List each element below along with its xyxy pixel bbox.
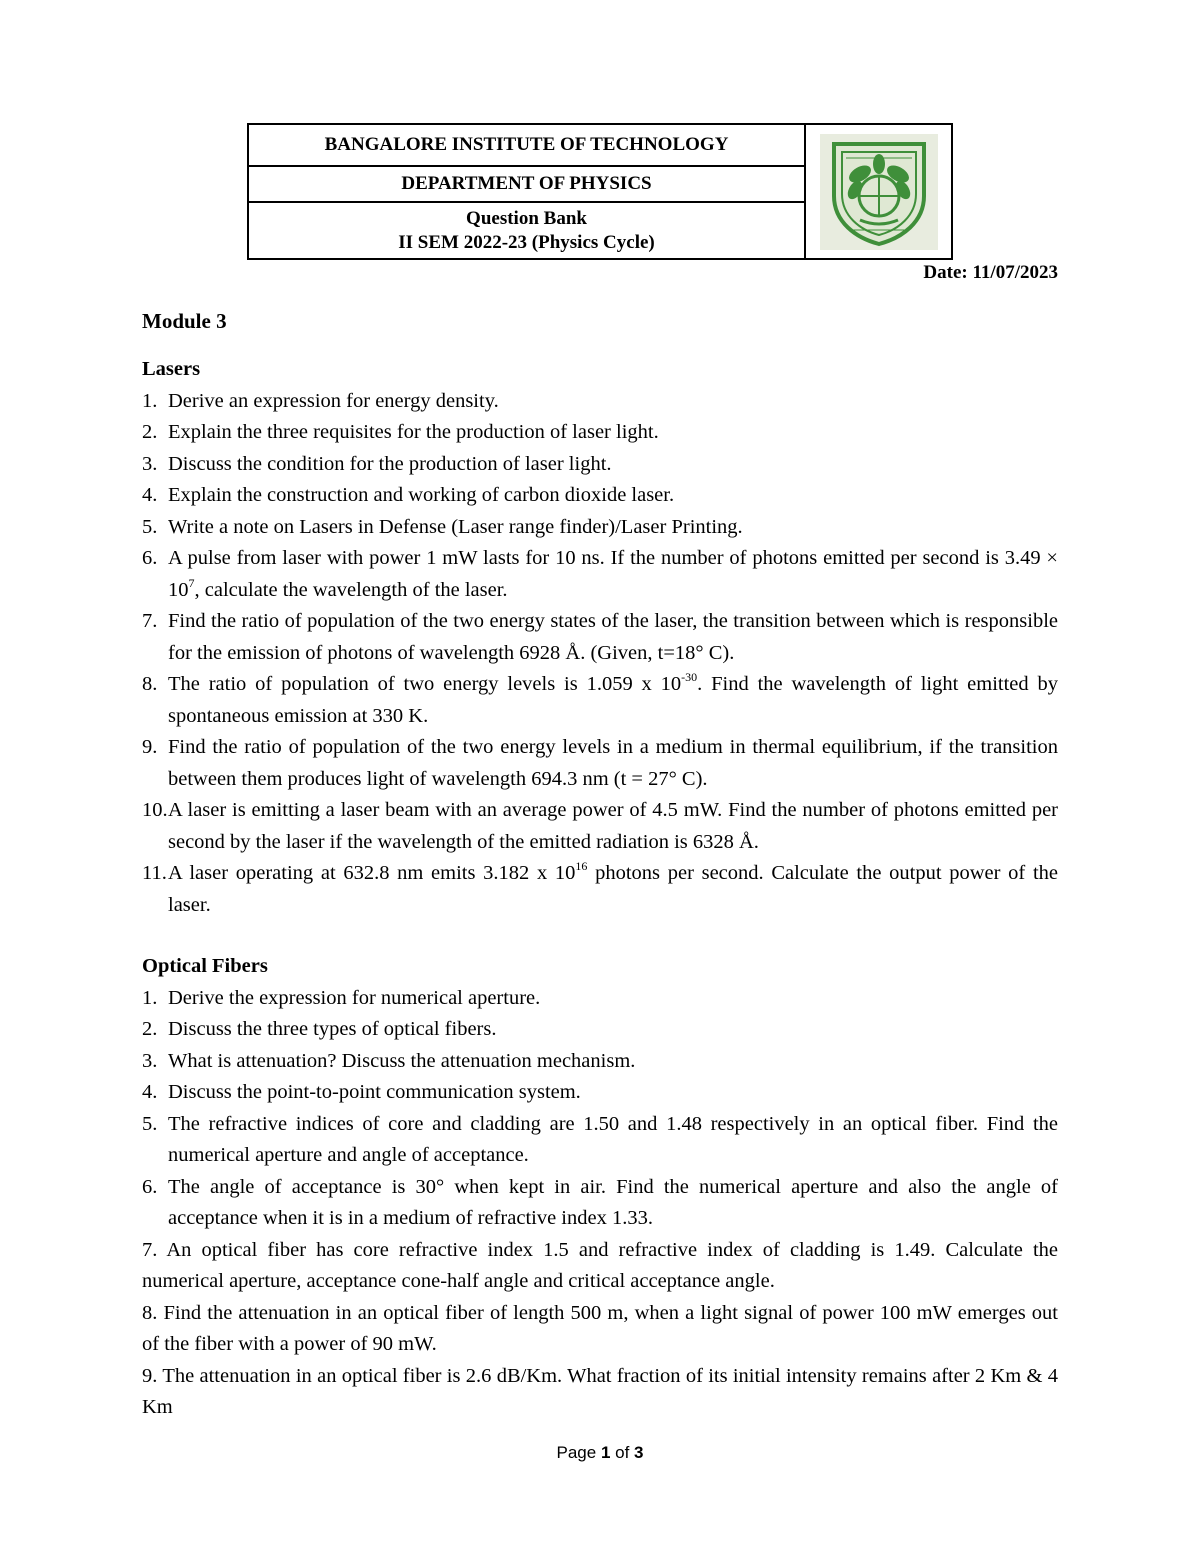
list-item: 4. Discuss the point-to-point communication system. — [142, 1081, 581, 1103]
list-item: 5. The refractive indices of core and cladding are 1.50 and 1.48 respectively in an optical fiber. Find the numerical aperture and angle of acceptance. — [142, 1112, 1058, 1166]
list-item: 8. The ratio of population of two energy levels is 1.059 x $10^{-30}$. Find the wavelength of light emitted by spontaneous emission at 330 K. — [142, 670, 1059, 727]
section-title-optical-fibers: Optical Fibers — [142, 955, 268, 977]
department-name: DEPARTMENT OF PHYSICS — [249, 167, 804, 203]
institute-name: BANGALORE INSTITUTE OF TECHNOLOGY — [249, 125, 804, 167]
doc-type: Question Bank — [466, 207, 587, 229]
current-page: 1 — [600, 1443, 611, 1462]
list-item: 2. Explain the three requisites for the production of laser light. — [142, 421, 659, 443]
lasers-question-list — [142, 386, 1058, 922]
list-item: 7. An optical fiber has core refractive index 1.5 and refractive index of cladding is 1.49. Calculate the numerical aperture, acceptance cone-half angle and critical acceptance angle. — [142, 1238, 1058, 1292]
document-date: Date: 11/07/2023 — [923, 262, 1058, 283]
question-bank-content — [142, 306, 1058, 1424]
header-table — [247, 123, 953, 260]
list-item: 6. The angle of acceptance is 30° when kept in air. Find the numerical aperture and also the angle of acceptance when it is in a medium of refractive index 1.33. — [142, 1175, 1058, 1229]
list-item: 8. Find the attenuation in an optical fiber of length 500 m, when a light signal of power 100 mW emerges out of the fiber with a power of 90 mW. — [142, 1301, 1059, 1355]
list-item: 2. Discuss the three types of optical fibers. — [142, 1018, 497, 1040]
list-item: 6. A pulse from laser with power 1 mW lasts for 10 ns. If the number of photons emitted per second is $3.49 \times 10^7$, calculate the wavelength of the laser. — [142, 547, 1058, 601]
optical-fibers-question-list — [142, 983, 1058, 1424]
list-item: 7. Find the ratio of population of the two energy states of the laser, the transition between which is responsible for the emission of photons of wavelength 6928 Å. (Given, t=18° C). — [142, 610, 1058, 664]
list-item: 9. The attenuation in an optical fiber is 2.6 dB/Km. What fraction of its initial intensity remains after 2 Km & 4 Km — [142, 1364, 1058, 1418]
institute-logo-icon — [820, 134, 938, 250]
document-title — [249, 203, 804, 258]
list-item: 1. Derive the expression for numerical aperture. — [142, 986, 541, 1009]
page-footer: Page 1 of 3 — [556, 1443, 644, 1462]
list-item: 5. Write a note on Lasers in Defense (Laser range finder)/Laser Printing. — [142, 515, 743, 538]
list-item: 3. What is attenuation? Discuss the attenuation mechanism. — [142, 1049, 636, 1072]
logo-cell — [806, 125, 951, 258]
list-item: 11. A laser operating at 632.8 nm emits 3.182 x $10^{16}$ photons per second. Calculate the output power of the laser. — [142, 859, 1058, 916]
list-item: 9. Find the ratio of population of the two energy levels in a medium in thermal equilibrium, if the transition between them produces light of wavelength 694.3 nm (t = 27° C). — [142, 736, 1058, 790]
total-pages: 3 — [634, 1443, 644, 1462]
list-item: 4. Explain the construction and working of carbon dioxide laser. — [142, 484, 675, 506]
list-item: 3. Discuss the condition for the production of laser light. — [142, 452, 612, 475]
list-item: 10. A laser is emitting a laser beam with an average power of 4.5 mW. Find the number of photons emitted per second by the laser if the wavelength of the emitted radiation is 6328 Å. — [142, 799, 1058, 853]
list-item: 1. Derive an expression for energy density. — [142, 389, 499, 412]
semester: II SEM 2022-23 (Physics Cycle) — [398, 231, 655, 253]
section-title-lasers: Lasers — [142, 358, 201, 380]
module-title: Module 3 — [142, 309, 227, 333]
header-text-block — [249, 125, 806, 258]
